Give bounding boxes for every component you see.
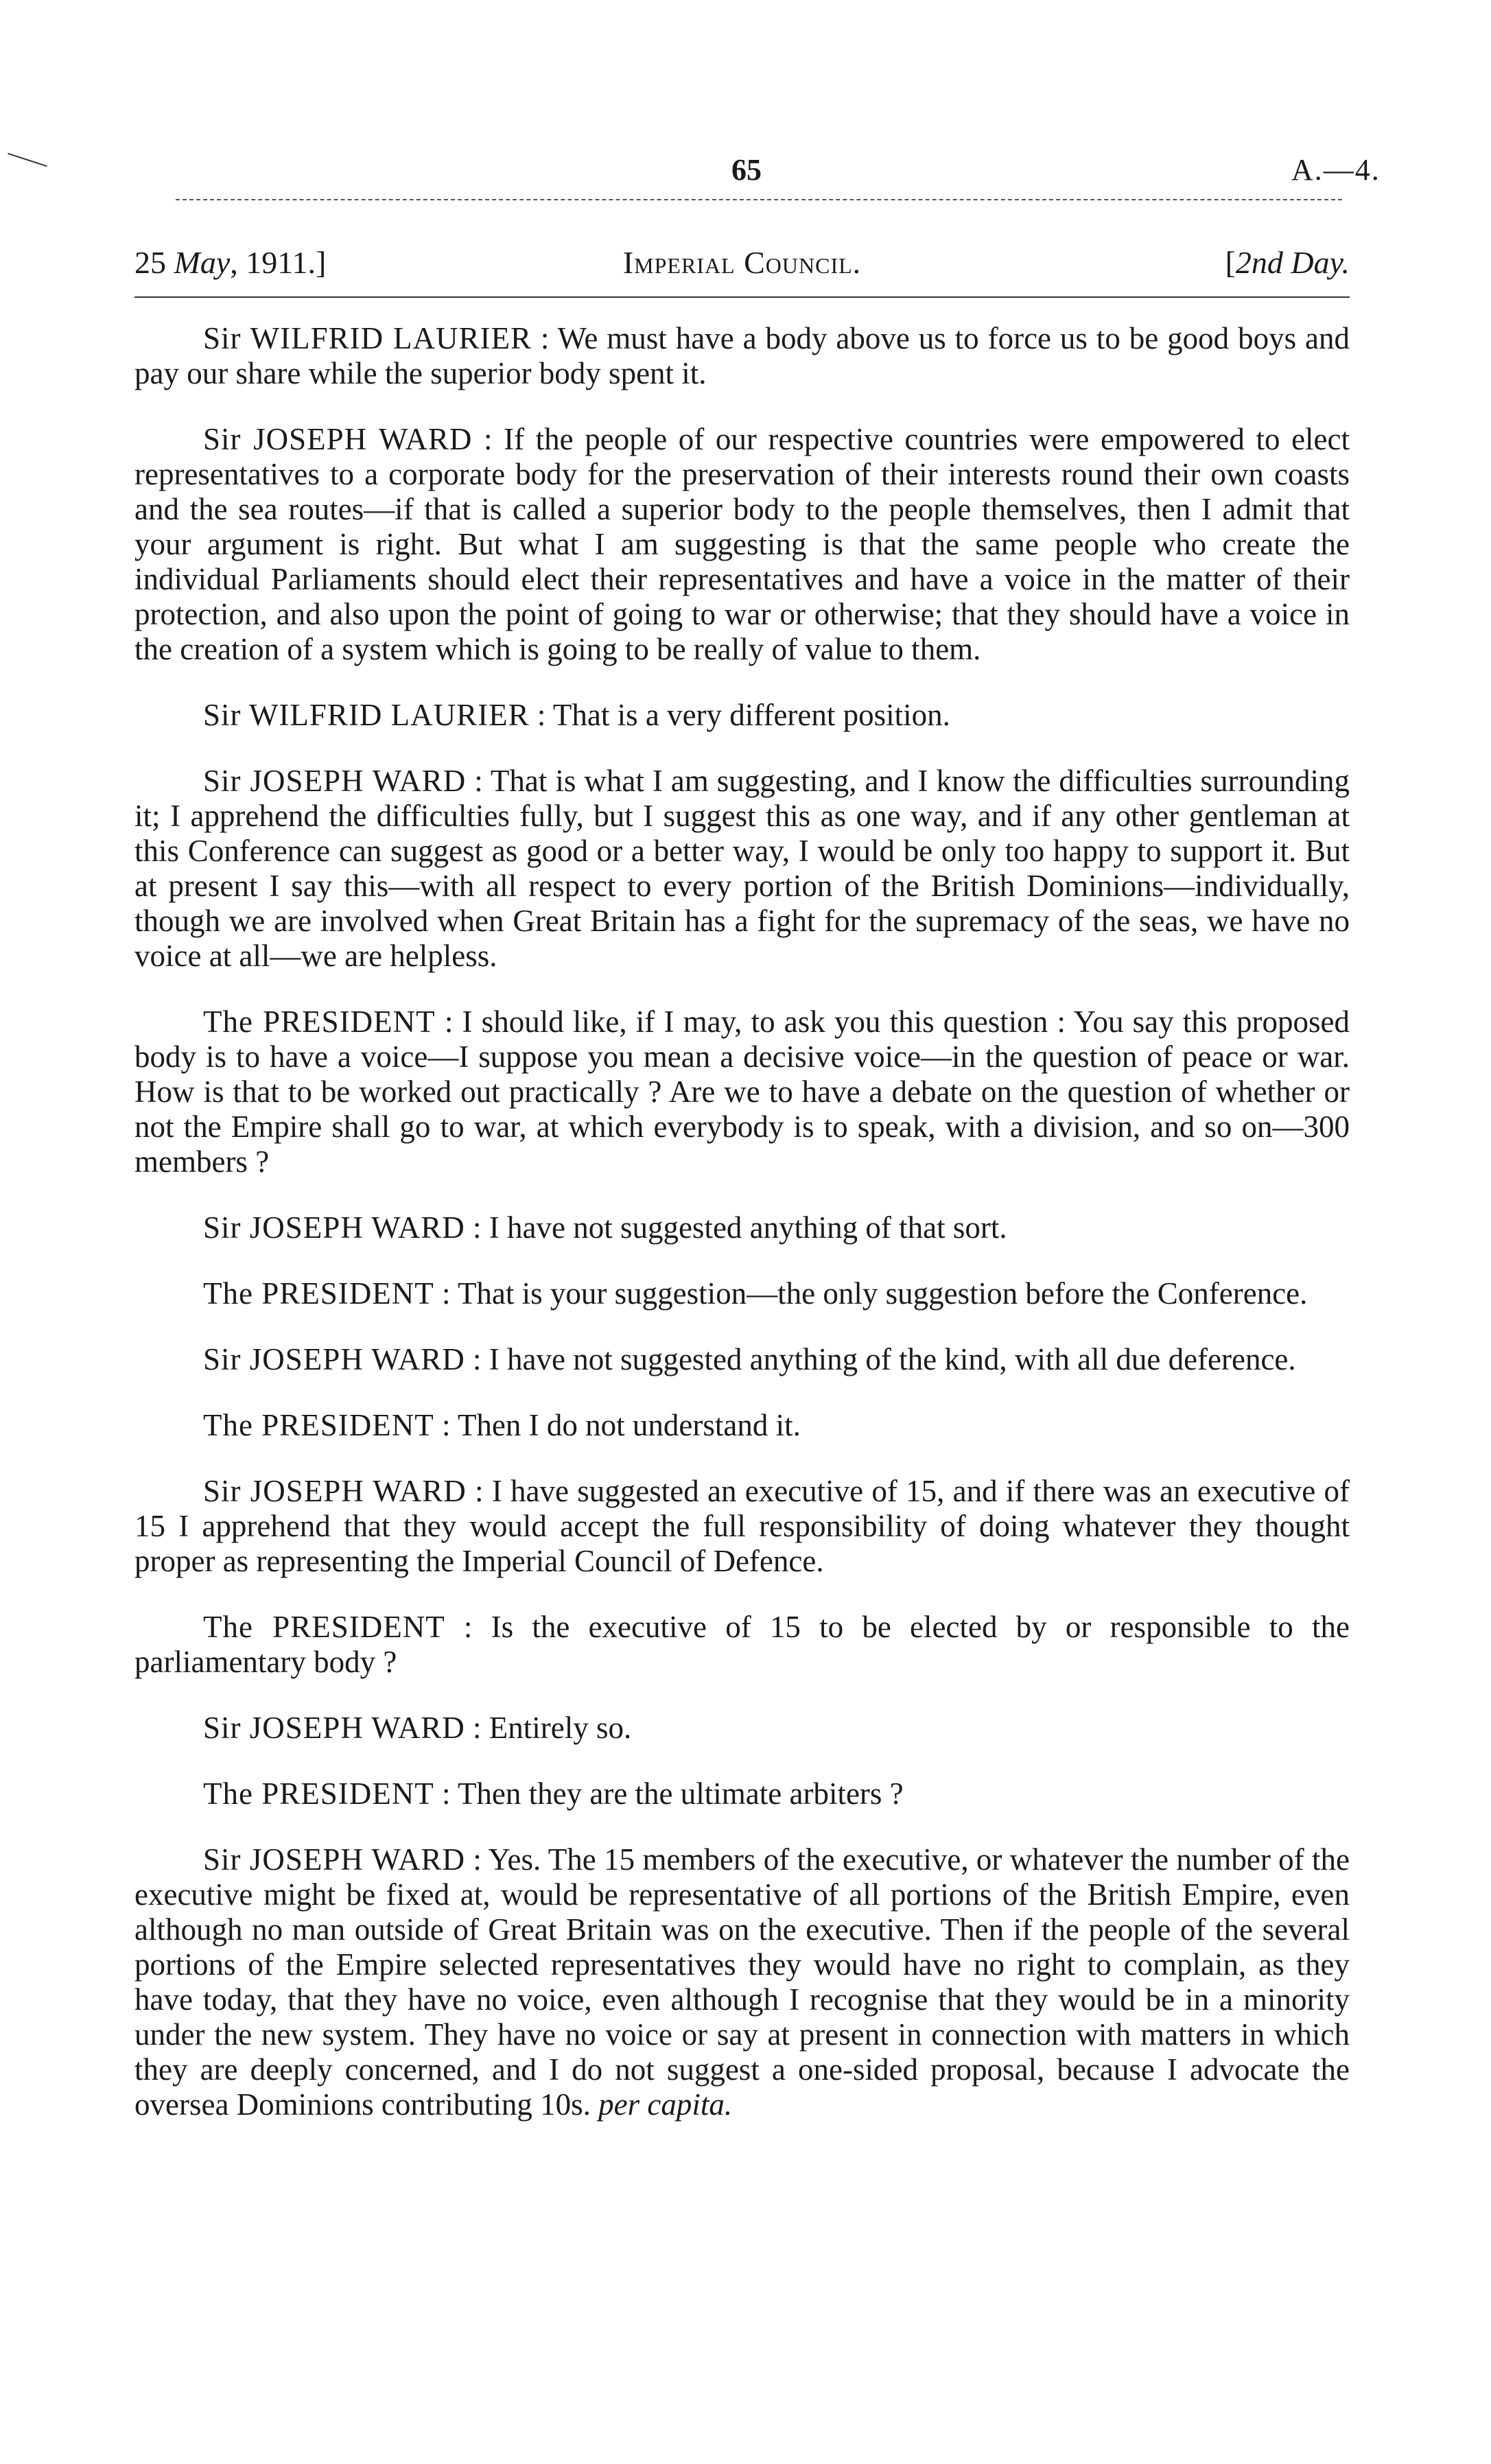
paragraph: Sir WILFRID LAURIER : That is a very different position. [203, 698, 950, 732]
speech-text: I have suggested an executive of 15, and if there was an executive of 15 I apprehend that they would accept the full responsibility of doing whatever they thought proper as representing the Imperial Council of Defence. [134, 1474, 1350, 1578]
speaker-name: Sir JOSEPH WARD [203, 764, 467, 798]
paragraph: The PRESIDENT : Then I do not understand it. [203, 1408, 801, 1442]
paragraph: The PRESIDENT : I should like, if I may, to ask you this question : You say this proposed body is to have a voice—I suppose you mean a decisive voice—in the question of peace or war. How is that to be worked out practically ? Are we to have a debate on the question of whether or not the Empire shall go to war, at which everybody is to speak, with a division, and so on—300 members ? [134, 1005, 1350, 1179]
speaker-name: Sir JOSEPH WARD [203, 1210, 465, 1245]
speaker-name: Sir JOSEPH WARD [203, 1711, 465, 1745]
paragraph: The PRESIDENT : Is the executive of 15 to be elected by or responsible to the parliamentary body ? [134, 1610, 1350, 1679]
paragraph: Sir JOSEPH WARD : That is what I am suggesting, and I know the difficulties surrounding it; I apprehend the difficulties fully, but I suggest this as one way, and if any other gentleman at this Conference can suggest as good or a better way, I would be only too happy to support it. But at present I say this—with all respect to every portion of the British Dominions—individually, though we are involved when Great Britain has a fight for the supremacy of the seas, we have no voice at all—we are helpless. [134, 764, 1350, 973]
paragraph: Sir JOSEPH WARD : I have not suggested anything of the kind, with all due deference. [203, 1342, 1296, 1376]
paragraph: Sir JOSEPH WARD : Yes. The 15 members of the executive, or whatever the number of the executive might be fixed at, would be representative of all portions of the British Empire, even although no man outside of Great Britain was on the executive. Then if the people of the several portions of the Empire selected representatives they would have no right to complain, as they have today, that they have no voice, even although I recognise that they would be in a minority under the new system. They have no voice or say at present in connection with matters in which they are deeply concerned, and I do not suggest a one-sided proposal, because I advocate the oversea Dominions contributing 10s. per capita. [134, 1842, 1350, 2122]
speech-text: We must have a body above us to force us to be good boys and pay our share while the superior body spent it. [134, 321, 1350, 390]
top-divider [176, 199, 1342, 200]
paragraph: Sir JOSEPH WARD : Entirely so. [203, 1711, 632, 1745]
speaker-name: Sir JOSEPH WARD [203, 422, 473, 456]
margin-mark [8, 153, 47, 167]
running-head-title: Imperial Council. [622, 245, 862, 280]
page-number: 65 [731, 153, 762, 187]
speech-text: I should like, if I may, to ask you this question : You say this proposed body is to have a voice—I suppose you mean a decisive voice—in the question of peace or war. How is that to be worked out practically ? Are we to have a debate on the question of whether or not the Empire shall go to war, at which everybody is to speak, with a division, and so on—300 members ? [134, 1005, 1350, 1179]
speech-text: Yes. The 15 members of the executive, or whatever the number of the executive might be fixed at, would be representative of all portions of the British Empire, even although no man outside of Great Britain was on the executive. Then if the people of the several portions of the Empire selected representatives they would have no right to complain, as they have today, that they have no voice, even although I recognise that they would be in a minority under the new system. They have no voice or say at present in connection with matters in which they are deeply concerned, and I do not suggest a one-sided proposal, because I advocate the oversea Dominions contributing 10s. [134, 1842, 1350, 2122]
speech-text: If the people of our respective countries were empowered to elect representatives to a corporate body for the preservation of their interests round their own coasts and the sea routes—if that is called a superior body to the people themselves, then I admit that your argument is right. But what I am suggesting is that the same people who create the individual Parliaments should elect their representatives and have a voice in the matter of their protection, and also upon the point of going to war or otherwise; that they should have a voice in the creation of a system which is going to be really of value to them. [134, 422, 1350, 666]
speech-text: Then they are the ultimate arbiters ? [457, 1776, 904, 1811]
speaker-name: Sir WILFRID LAURIER [203, 698, 530, 732]
speech-text: Then I do not understand it. [457, 1408, 801, 1442]
paragraph: The PRESIDENT : Then they are the ultimate arbiters ? [203, 1776, 904, 1811]
speech-text: I have not suggested anything of that sort. [489, 1210, 1007, 1245]
paragraph: Sir JOSEPH WARD : If the people of our respective countries were empowered to elect representatives to a corporate body for the preservation of their interests round their own coasts and the sea routes—if that is called a superior body to the people themselves, then I admit that your argument is right. But what I am suggesting is that the same people who create the individual Parliaments should elect their representatives and have a voice in the matter of their protection, and also upon the point of going to war or otherwise; that they should have a voice in the creation of a system which is going to be really of value to them. [134, 422, 1350, 666]
speaker-name: The PRESIDENT [203, 1408, 434, 1442]
paragraph: Sir JOSEPH WARD : I have suggested an executive of 15, and if there was an executive of 15 I apprehend that they would accept the full responsibility of doing whatever they thought proper as representing the Imperial Council of Defence. [134, 1474, 1350, 1578]
speech-text: That is your suggestion—the only suggestion before the Conference. [457, 1276, 1308, 1311]
speech-text: I have not suggested anything of the kind, with all due deference. [489, 1342, 1296, 1376]
document-code: A.—4. [1291, 153, 1381, 187]
running-head-day: [2nd Day. [1225, 245, 1350, 280]
header-rule [134, 296, 1350, 298]
paragraph: Sir JOSEPH WARD : I have not suggested anything of that sort. [203, 1210, 1007, 1245]
speaker-name: The PRESIDENT [203, 1005, 436, 1039]
italic-tail: per capita. [598, 2087, 733, 2122]
speaker-name: Sir JOSEPH WARD [203, 1342, 465, 1376]
speaker-name: The PRESIDENT [203, 1276, 434, 1311]
running-head-date: 25 May, 1911.] [134, 245, 327, 280]
speech-text: That is what I am suggesting, and I know the difficulties surrounding it; I apprehend the difficulties fully, but I suggest this as one way, and if any other gentleman at this Conference can suggest as good or a better way, I would be only too happy to support it. But at present I say this—with all respect to every portion of the British Dominions—individually, though we are involved when Great Britain has a fight for the supremacy of the seas, we have no voice at all—we are helpless. [134, 764, 1350, 973]
speech-text: Is the executive of 15 to be elected by or responsible to the parliamentary body ? [134, 1610, 1350, 1679]
speaker-name: The PRESIDENT [203, 1776, 434, 1811]
running-head [134, 244, 1350, 285]
paragraph: The PRESIDENT : That is your suggestion—the only suggestion before the Conference. [203, 1276, 1308, 1311]
speech-text: Entirely so. [489, 1711, 632, 1745]
speaker-name: Sir WILFRID LAURIER [203, 321, 532, 355]
speech-text: That is a very different position. [552, 698, 950, 732]
speaker-name: Sir JOSEPH WARD [203, 1474, 467, 1508]
paragraph: Sir WILFRID LAURIER : We must have a body above us to force us to be good boys and pay our share while the superior body spent it. [134, 321, 1350, 390]
speaker-name: The PRESIDENT [203, 1610, 445, 1644]
speaker-name: Sir JOSEPH WARD [203, 1842, 465, 1877]
transcript-body [134, 321, 1350, 2153]
